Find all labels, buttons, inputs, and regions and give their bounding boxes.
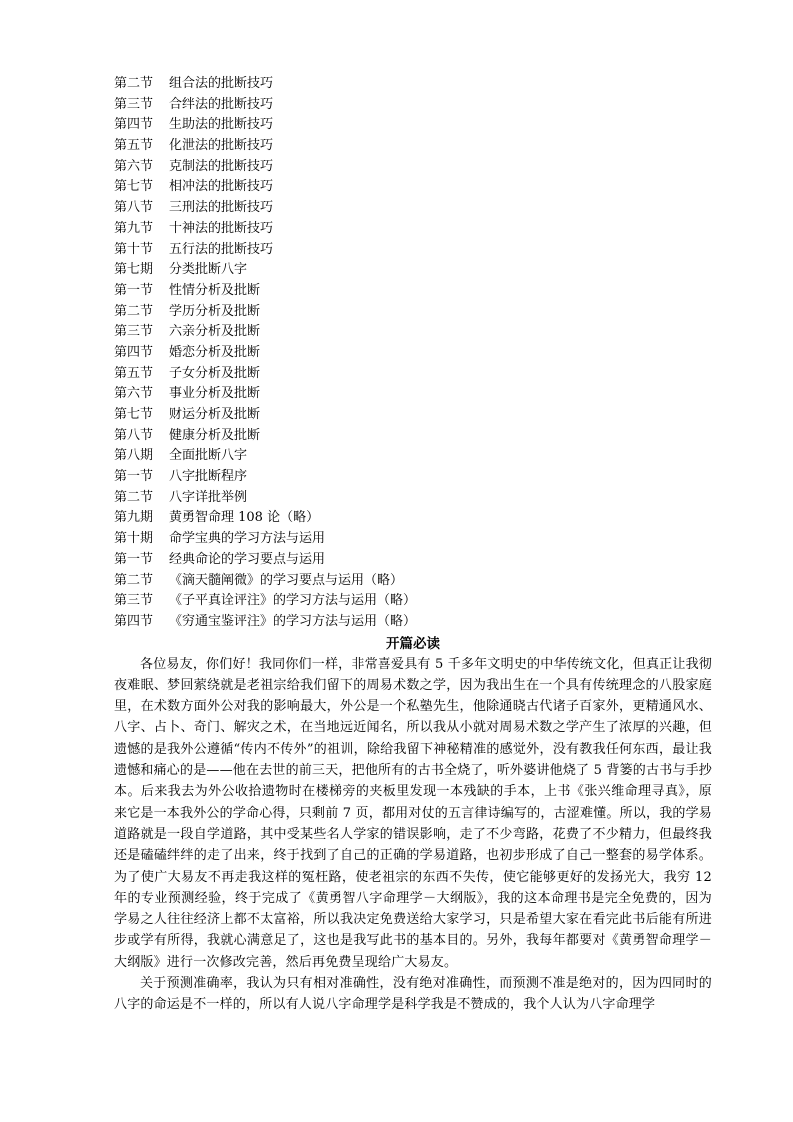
toc-item-number: 第一节 (114, 469, 154, 485)
toc-item (114, 571, 712, 592)
toc-item (114, 157, 712, 178)
toc-item-number: 第三节 (114, 324, 154, 340)
toc-item-number: 第六节 (114, 158, 154, 174)
toc-item-number: 第六节 (114, 386, 154, 402)
toc-item (114, 74, 712, 95)
toc-item-number: 第十期 (114, 531, 154, 547)
toc-item-number: 第三节 (114, 96, 154, 112)
toc-item (114, 240, 712, 261)
toc-item (114, 198, 712, 219)
toc-item-title: 分类批断八字 (169, 262, 248, 278)
toc-item-number: 第八节 (114, 427, 154, 443)
toc-item (114, 405, 712, 426)
toc-item-number: 第四节 (114, 344, 154, 360)
toc-item-title: 克制法的批断技巧 (169, 158, 274, 174)
toc-item-title: 学历分析及批断 (169, 303, 261, 319)
toc-item (114, 302, 712, 323)
toc-item (114, 281, 712, 302)
document-page (114, 74, 712, 1016)
toc-item-number: 第九期 (114, 510, 154, 526)
toc-item-number: 第三节 (114, 593, 154, 609)
toc-item (114, 550, 712, 571)
toc-item-title: 五行法的批断技巧 (169, 241, 274, 257)
toc-item-number: 第十节 (114, 241, 154, 257)
paragraph: 各位易友，你们好！我同你们一样，非常喜爱具有 5 千多年文明史的中华传统文化，但真正让我彻夜难眠、梦回萦绕就是老祖宗给我们留下的周易术数之学，因为我出生在一个具有传统理念的八股家庭里，在术数方面外公对我的影响最大，外公是一个私塾先生，他除通晓古代诸子百家外，更精通风水、八字、占卜、奇门、解灾之术，在当地远近闻名，所以我从小就对周易术数之学产生了浓厚的兴趣，但遗憾的是我外公遵循“传内不传外”的祖训，除给我留下神秘精准的感觉外，没有教我任何东西，最让我遗憾和痛心的是——他在去世的前三天，把他所有的古书全烧了，听外婆讲他烧了 5 背篓的古书与手抄本。后来我去为外公收拾遗物时在楼梯旁的夹板里发现一本残缺的手本，上书《张兴维命理寻真》，原来它是一本我外公的学命心得，只剩前 7 页，都用对仗的五言律诗编写的，古涩难懂。所以，我的学易道路就是一段自学道路，其中受某些名人学家的错误影响，走了不少弯路，花费了不少精力，但最终我还是磕磕绊绊的走了出来，终于找到了自己的正确的学易道路，也初步形成了自己一整套的易学体系。为了使广大易友不再走我这样的冤枉路，使老祖宗的东西不失传，使它能够更好的发扬光大，我穷 12 年的专业预测经验，终于完成了《黄勇智八字命理学－大纲版》，我的这本命理书是完全免费的，因为学易之人往往经济上都不太富裕，所以我决定免费送给大家学习，只是希望大家在看完此书后能有所进步或学有所得，我就心满意足了，这也是我写此书的基本目的。另外，我每年都要对《黄勇智命理学－大纲版》进行一次修改完善，然后再免费呈现给广大易友。 (114, 656, 712, 970)
toc-item-number: 第八节 (114, 200, 154, 216)
toc-item-number: 第四节 (114, 613, 154, 629)
toc-item (114, 364, 712, 385)
toc-item (114, 508, 712, 529)
toc-item-number: 第二节 (114, 303, 154, 319)
toc-item-title: 财运分析及批断 (169, 407, 261, 422)
toc-item-title: 命学宝典的学习方法与运用 (169, 531, 326, 547)
toc-item-title: 六亲分析及批断 (169, 324, 261, 340)
toc-item-number: 第七节 (114, 179, 154, 195)
toc-item (114, 136, 712, 157)
toc-item-title: 三刑法的批断技巧 (169, 200, 274, 216)
toc-item (114, 446, 712, 467)
toc-item (114, 612, 712, 633)
toc-item (114, 591, 712, 612)
toc-item-title: 性情分析及批断 (169, 282, 261, 298)
toc-item-title: 全面批断八字 (169, 448, 248, 464)
toc-item (114, 219, 712, 240)
toc-item-title: 八字批断程序 (169, 469, 248, 485)
toc-item-number: 第八期 (114, 448, 154, 464)
section-title: 开篇必读 (386, 635, 440, 652)
toc-item-title: 十神法的批断技巧 (169, 220, 274, 236)
paragraph: 关于预测准确率，我认为只有相对准确性，没有绝对准确性，而预测不准是绝对的，因为四同时的八字的命运是不一样的，所以有人说八字命理学是科学我是不赞成的，我个人认为八字命理学 (114, 976, 712, 1013)
toc-item-title: 八字详批举例 (169, 489, 248, 505)
toc-item (114, 95, 712, 116)
toc-item-title: 婚恋分析及批断 (169, 344, 261, 360)
toc-item (114, 322, 712, 343)
toc-item-title: 黄勇智命理 108 论（略） (169, 510, 320, 526)
toc-item-number: 第七节 (114, 407, 154, 422)
toc-item-title: 相冲法的批断技巧 (169, 179, 274, 195)
toc-item-number: 第二节 (114, 489, 154, 505)
toc-item-number: 第二节 (114, 572, 154, 588)
body-text (114, 654, 712, 1016)
toc-item (114, 343, 712, 364)
toc-item-number: 第一节 (114, 551, 154, 567)
toc-item (114, 384, 712, 405)
toc-item-title: 事业分析及批断 (169, 386, 261, 402)
toc-item (114, 115, 712, 136)
toc-item-title: 《穷通宝鉴评注》的学习方法与运用（略） (169, 613, 417, 629)
toc-item-number: 第四节 (114, 117, 154, 133)
toc-item-title: 经典命论的学习要点与运用 (169, 551, 326, 567)
toc-item (114, 260, 712, 281)
toc-item-title: 合绊法的批断技巧 (169, 96, 274, 112)
toc-item-number: 第二节 (114, 76, 154, 91)
toc-item-title: 健康分析及批断 (169, 427, 261, 443)
toc-item (114, 529, 712, 550)
toc-item-number: 第一节 (114, 282, 154, 298)
toc-item-title: 子女分析及批断 (169, 365, 261, 381)
toc-item (114, 488, 712, 509)
toc-item-title: 《滴天髓阐微》的学习要点与运用（略） (169, 572, 404, 588)
toc-item-number: 第九节 (114, 220, 154, 236)
toc-item-number: 第五节 (114, 365, 154, 381)
toc-item-number: 第五节 (114, 138, 154, 154)
toc-item-title: 化泄法的批断技巧 (169, 138, 274, 154)
toc-item (114, 467, 712, 488)
toc-item-title: 组合法的批断技巧 (169, 76, 274, 91)
toc-item-title: 《子平真诠评注》的学习方法与运用（略） (169, 593, 417, 609)
toc-item (114, 426, 712, 447)
toc-item-title: 生助法的批断技巧 (169, 117, 274, 133)
toc-item-number: 第七期 (114, 262, 154, 278)
toc-item (114, 177, 712, 198)
table-of-contents (114, 74, 712, 633)
